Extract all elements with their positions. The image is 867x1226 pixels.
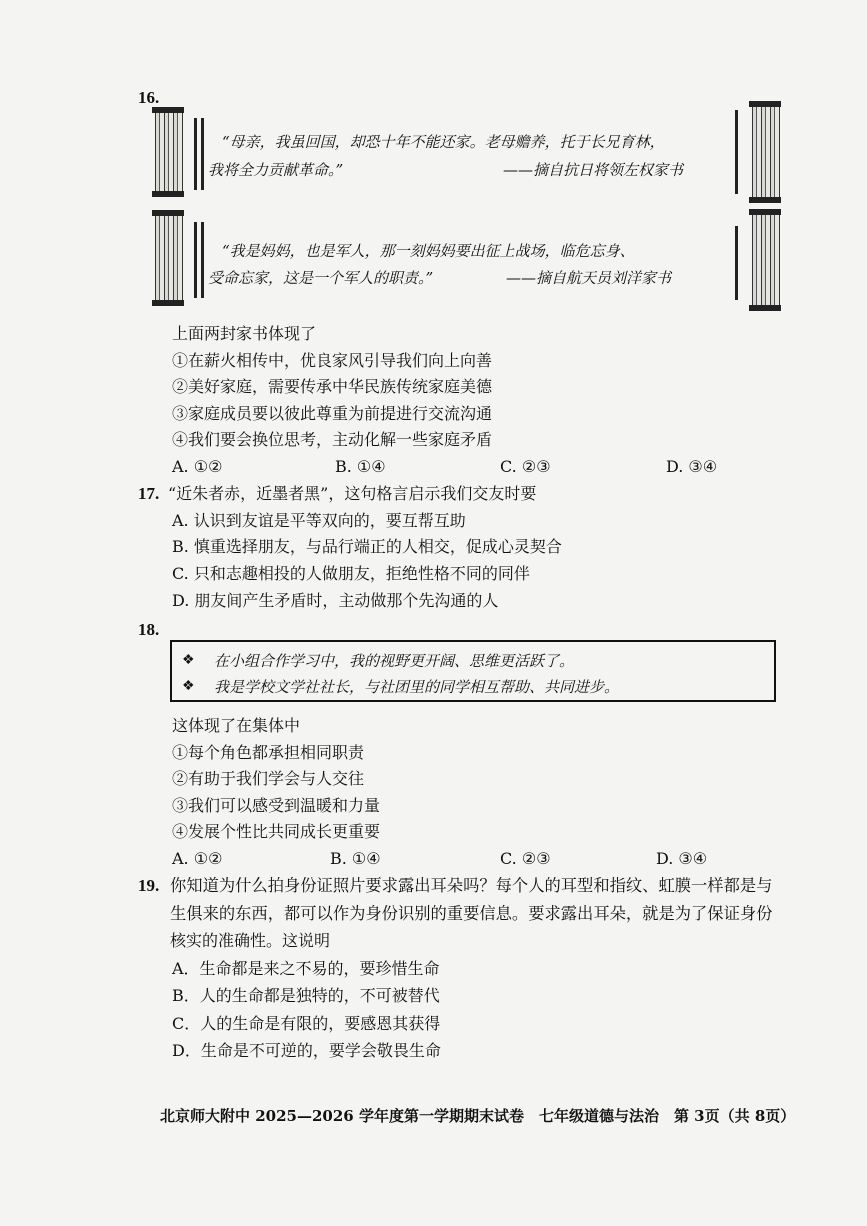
scroll-roller-left-icon [155,215,183,301]
question-number-17: 17. [138,484,160,503]
q18-stem: 这体现了在集体中 [172,716,301,735]
q18-option-b: B. ①④ [330,849,381,868]
q19-option-b: B．人的生命都是独特的，不可被替代 [172,986,440,1005]
q18-option-c: C. ②③ [500,849,551,868]
scroll-border-left-inner [201,118,204,190]
diamond-bullet-icon: ❖ [182,652,195,668]
q18-item-3: ③我们可以感受到温暖和力量 [172,796,381,815]
q19-option-d: D．生命是不可逆的，要学会敬畏生命 [172,1041,441,1060]
q16-option-c: C. ②③ [500,457,551,476]
q17-option-c: C. 只和志趣相投的人做朋友，拒绝性格不同的同伴 [172,564,530,583]
q16-option-d: D. ③④ [666,457,718,476]
letter2-line2: 受命忘家，这是一个军人的职责。” [208,269,434,287]
letter1-source: ——摘自抗日将领左权家书 [503,161,684,179]
scroll-border-left [194,222,197,298]
scroll-border-right [735,110,738,194]
question-number-18: 18. [138,620,160,639]
diamond-bullet-icon: ❖ [182,678,195,694]
scroll-roller-left-icon [155,112,183,192]
q18-bullet-1: 在小组合作学习中，我的视野更开阔、思维更活跃了。 [214,652,575,670]
question-number-19: 19. [138,876,160,895]
q16-stem: 上面两封家书体现了 [172,324,317,343]
question-number-16: 16. [138,88,160,107]
scroll-roller-right-icon [752,106,780,198]
scroll-roller-right-icon [752,214,780,306]
scroll-border-left-inner [201,222,204,298]
q19-option-c: C．人的生命是有限的，要感恩其获得 [172,1014,441,1033]
q19-stem-line-2: 生俱来的东西，都可以作为身份识别的重要信息。要求露出耳朵，就是为了保证身份 [170,904,773,923]
q17-stem: “近朱者赤，近墨者黑”，这句格言启示我们交友时要 [168,484,537,503]
q16-item-1: ①在薪火相传中，优良家风引导我们向上向善 [172,351,493,370]
letter2-source: ——摘自航天员刘洋家书 [506,269,672,287]
q16-option-b: B. ①④ [335,457,386,476]
letter1-line2: 我将全力贡献革命。” [208,161,344,179]
letter1-line1: “母亲，我虽回国，却恐十年不能还家。老母赡养，托于长兄育林， [222,133,665,151]
q18-item-2: ②有助于我们学会与人交往 [172,769,365,788]
q16-option-a: A. ①② [172,457,223,476]
q18-bullet-2: 我是学校文学社社长，与社团里的同学相互帮助、共同进步。 [214,678,620,696]
q16-item-3: ③家庭成员要以彼此尊重为前提进行交流沟通 [172,404,493,423]
q18-item-4: ④发展个性比共同成长更重要 [172,822,381,841]
q17-option-d: D. 朋友间产生矛盾时，主动做那个先沟通的人 [172,591,499,610]
q17-option-a: A. 认识到友谊是平等双向的，要互帮互助 [172,511,466,530]
letter2-line1: “我是妈妈，也是军人，那一刻妈妈要出征上战场，临危忘身、 [222,242,635,260]
q19-stem-line-3: 核实的准确性。这说明 [170,931,331,950]
scroll-border-left [194,118,197,190]
q16-item-2: ②美好家庭，需要传承中华民族传统家庭美德 [172,377,493,396]
q19-stem-line-1: 你知道为什么拍身份证照片要求露出耳朵吗？每个人的耳型和指纹、虹膜一样都是与 [170,876,773,895]
scroll-border-right [735,226,738,300]
q18-option-a: A. ①② [172,849,223,868]
q17-option-b: B. 慎重选择朋友，与品行端正的人相交，促成心灵契合 [172,537,562,556]
q19-option-a: A．生命都是来之不易的，要珍惜生命 [172,959,440,978]
q18-option-d: D. ③④ [656,849,708,868]
page-footer: 北京师大附中 2025—2026 学年度第一学期期末试卷 七年级道德与法治 第 3页（共 8页） [160,1107,796,1125]
q18-item-1: ①每个角色都承担相同职责 [172,743,365,762]
q16-item-4: ④我们要会换位思考，主动化解一些家庭矛盾 [172,430,493,449]
